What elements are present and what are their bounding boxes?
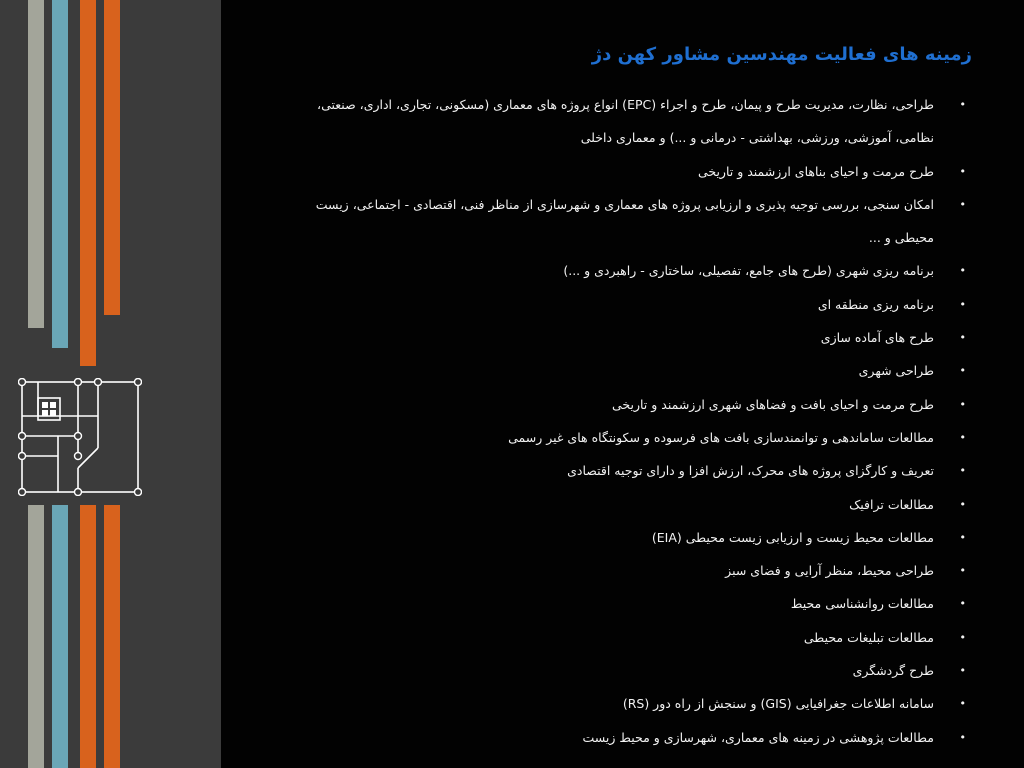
list-item — [276, 521, 966, 554]
list-item-text: برنامه ریزی منطقه ای — [817, 296, 934, 312]
bullet-icon: • — [959, 664, 966, 678]
stripe-orange-top-1 — [80, 0, 96, 366]
list-item-text: طراحی محیط، منظر آرایی و فضای سبز — [725, 563, 934, 579]
bullet-icon: • — [959, 730, 966, 744]
list-item — [276, 687, 966, 720]
bullet-icon: • — [959, 630, 966, 644]
stripe-orange-bottom-1 — [80, 505, 96, 768]
bullet-icon: • — [959, 331, 966, 345]
list-item-text: مطالعات ساماندهی و توانمندسازی بافت های فرسوده و سکونتگاه های غیر رسمی — [508, 429, 934, 445]
list-item-text: طرح گردشگری — [852, 663, 934, 679]
slide-content — [221, 0, 1024, 768]
list-item-text: مطالعات ترافیک — [849, 496, 934, 512]
left-decorative-panel — [0, 0, 221, 768]
list-item — [276, 721, 966, 754]
bullet-icon: • — [959, 297, 966, 311]
list-item — [276, 421, 966, 454]
list-item-text: مطالعات روانشناسی محیط — [790, 596, 934, 612]
list-item — [276, 654, 966, 687]
list-item — [276, 454, 966, 487]
bullet-icon: • — [959, 197, 966, 211]
stripe-blue-bottom — [52, 505, 68, 768]
list-item — [276, 321, 966, 354]
stripe-gray-top — [28, 0, 44, 328]
bullet-icon: • — [959, 264, 966, 278]
list-item — [276, 488, 966, 521]
stripe-orange-top-2 — [104, 0, 120, 315]
list-item-text: تعریف و کارگزای پروژه های محرک، ارزش افزا و دارای توجیه اقتصادی — [567, 463, 934, 479]
list-item-text: مطالعات تبلیغات محیطی — [803, 629, 934, 645]
list-item-text: سامانه اطلاعات جغرافیایی (GIS) و سنجش از راه دور (RS) — [622, 696, 934, 712]
list-item — [276, 354, 966, 387]
list-item — [276, 388, 966, 421]
stripe-gray-bottom — [28, 505, 44, 768]
bullet-icon: • — [959, 430, 966, 444]
bullet-icon: • — [959, 464, 966, 478]
list-item-text: طرح های آماده سازی — [820, 330, 934, 346]
bullet-icon: • — [959, 697, 966, 711]
list-item-text: طراحی شهری — [858, 363, 934, 379]
activity-list — [276, 88, 966, 754]
bullet-icon: • — [959, 397, 966, 411]
list-item — [276, 587, 966, 620]
bullet-icon: • — [959, 597, 966, 611]
bullet-icon: • — [959, 564, 966, 578]
list-item-text: مطالعات پژوهشی در زمینه های معماری، شهرسازی و محیط زیست — [582, 729, 934, 745]
bullet-icon: • — [959, 98, 966, 111]
list-item-text: طراحی، نظارت، مدیریت طرح و پیمان، طرح و اجراء (EPC) انواع پروژه های معماری (مسکونی، تجاری، اداری، صنعتی، نظامی، آموزشی، ورزشی، بهداشتی - درمانی و ...) و معماری داخلی — [317, 97, 934, 146]
list-item-text: طرح مرمت و احیای بناهای ارزشمند و تاریخی — [697, 163, 934, 179]
bullet-icon: • — [959, 164, 966, 178]
list-item-text: برنامه ریزی شهری (طرح های جامع، تفصیلی، ساختاری - راهبردی و ...) — [563, 263, 934, 279]
list-item-text: امکان سنجی، بررسی توجیه پذیری و ارزیابی پروژه های معماری و شهرسازی از مناظر فنی، اقتصادی - اجتماعی، زیست محیطی و ... — [315, 196, 934, 246]
list-item-text: مطالعات محیط زیست و ارزیابی زیست محیطی (EIA) — [651, 529, 934, 545]
list-item — [276, 254, 966, 287]
list-item-text: طرح مرمت و احیای بافت و فضاهای شهری ارزشمند و تاریخی — [611, 396, 934, 412]
bullet-icon: • — [959, 530, 966, 544]
stripe-blue-top — [52, 0, 68, 348]
list-item — [276, 155, 966, 188]
slide-title: زمینه های فعالیت مهندسین مشاور کهن دژ — [591, 44, 972, 65]
stripe-orange-bottom-2 — [104, 505, 120, 768]
list-item — [276, 554, 966, 587]
city-grid-logo-icon — [18, 378, 142, 496]
bullet-icon: • — [959, 497, 966, 511]
bullet-icon: • — [959, 364, 966, 378]
list-item — [276, 288, 966, 321]
list-item — [276, 621, 966, 654]
list-item — [276, 188, 966, 255]
list-item — [276, 88, 966, 155]
